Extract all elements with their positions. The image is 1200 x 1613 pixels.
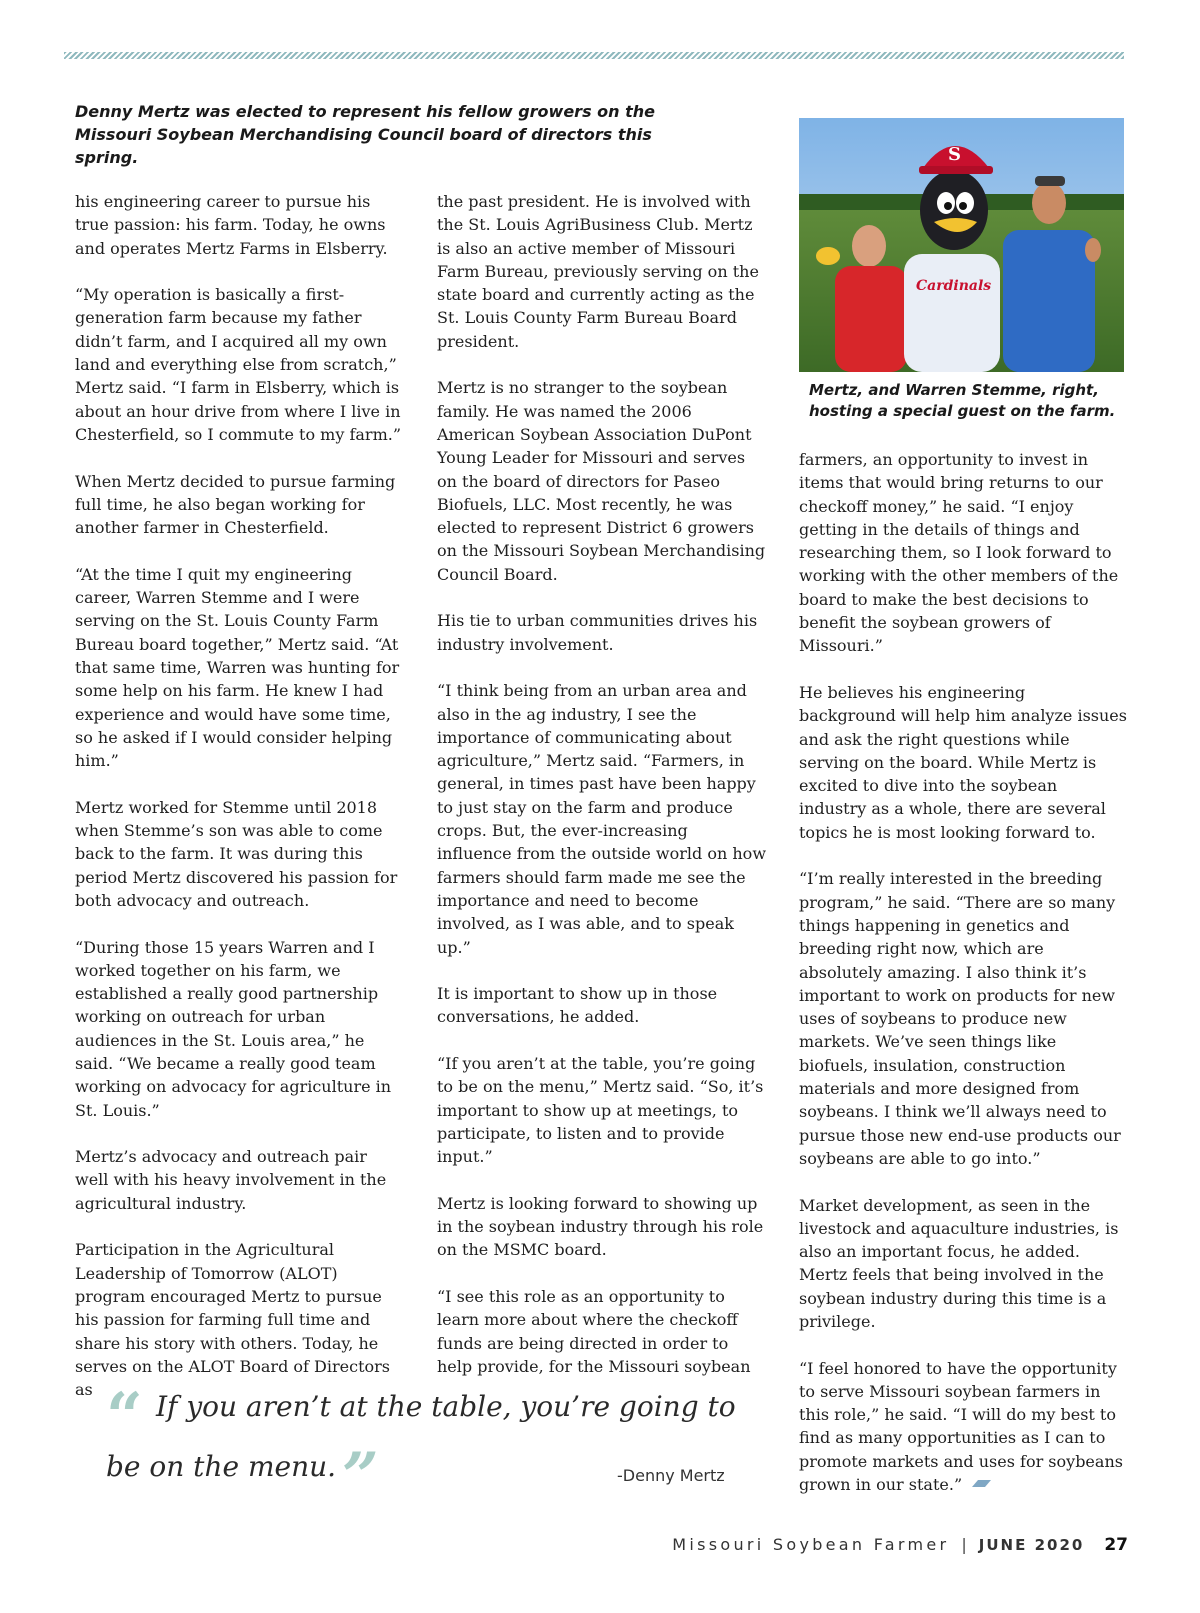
footer-separator: | <box>961 1535 967 1554</box>
article-column-2 <box>437 190 767 1401</box>
paragraph: “At the time I quit my engineering career, Warren Stemme and I were serving on the St. Louis County Farm Bureau board together,” Mertz said. “At that same time, Warren was hunting for some help on his farm. He knew I had experience and would have some time, so he asked if I would consider helping him.” <box>75 564 400 771</box>
paragraph: his engineering career to pursue his true passion: his farm. Today, he owns and operates Mertz Farms in Elsberry. <box>75 192 388 258</box>
paragraph: “I’m really interested in the breeding program,” he said. “There are so many things happening in genetics and breeding right now, which are absolutely amazing. I also think it’s important to work on products for new uses of soybeans to produce new markets. We’ve seen things like biofuels, insulation, construction materials and more designed from soybeans. I think we’ll always need to pursue those new end-use products our soybeans are able to go into.” <box>799 869 1121 1168</box>
field-photo <box>799 118 1124 372</box>
paragraph: “My operation is basically a first-generation farm because my father didn’t farm, and I acquired all my own land and everything else from scratch,” Mertz said. “I farm in Elsberry, which is about an hour drive from where I live in Chesterfield, so I commute to my farm.” <box>75 285 401 444</box>
page-footer <box>672 1535 1128 1555</box>
pull-quote-attribution: -Denny Mertz <box>617 1466 725 1485</box>
paragraph: His tie to urban communities drives his industry involvement. <box>437 611 758 654</box>
closing-paragraph-text: “I feel honored to have the opportunity to serve Missouri soybean farmers in this role,” he said. “I will do my best to find as many opportunities as I can to promote markets and uses for soybeans grown in our state.” <box>799 1358 1123 1495</box>
paragraph: Market development, as seen in the livestock and aquaculture industries, is also an important focus, he added. Mertz feels that being involved in the soybean industry during this time is a privilege. <box>799 1195 1119 1331</box>
paragraph: the past president. He is involved with the St. Louis AgriBusiness Club. Mertz is also an active member of Missouri Farm Bureau, previously serving on the state board and currently acting as the St. Louis County Farm Bureau Board president. <box>437 192 759 351</box>
paragraph: “During those 15 years Warren and I worked together on his farm, we established a really good partnership working on outreach for urban audiences in the St. Louis area,” he said. “We became a really good team working on advocacy for agriculture in St. Louis.” <box>75 937 392 1120</box>
issue-date: JUNE 2020 <box>978 1536 1085 1554</box>
end-of-article-icon <box>970 1479 992 1488</box>
paragraph: When Mertz decided to pursue farming full time, he also began working for another farmer in Chesterfield. <box>75 471 396 538</box>
paragraph: Mertz’s advocacy and outreach pair well with his heavy involvement in the agricultural industry. <box>75 1147 387 1213</box>
photo-caption-top: Denny Mertz was elected to represent his fellow growers on the Missouri Soybean Merchandising Council board of directors this spring. <box>75 102 655 167</box>
page-number: 27 <box>1104 1535 1128 1555</box>
photo-caption: Mertz, and Warren Stemme, right, hosting a special guest on the farm. <box>809 381 1116 420</box>
paragraph: “If you aren’t at the table, you’re going to be on the menu,” Mertz said. “So, it’s important to show up at meetings, to participate, to listen and to provide input.” <box>437 1053 764 1167</box>
paragraph: farmers, an opportunity to invest in items that would bring returns to our checkoff money,” he said. “I enjoy getting in the details of things and researching them, so I look forward to working with the other members of the board to make the best decisions to benefit the soybean growers of Missouri.” <box>799 450 1119 656</box>
cap-letter: S <box>948 144 961 165</box>
paragraph: “I see this role as an opportunity to learn more about where the checkoff funds are being directed in order to help provide, for the Missouri soybean <box>437 1286 751 1376</box>
photo-illustration <box>799 118 1124 372</box>
paragraph: Mertz worked for Stemme until 2018 when Stemme’s son was able to come back to the farm. It was during this period Mertz discovered his passion for both advocacy and outreach. <box>75 797 398 910</box>
top-hatched-rule <box>64 52 1124 59</box>
magazine-name: Missouri Soybean Farmer <box>672 1535 950 1554</box>
paragraph: Participation in the Agricultural Leadership of Tomorrow (ALOT) program encouraged Mertz to pursue his passion for farming full time and share his story with others. Today, he serves on the ALOT Board of Directors as <box>75 1240 390 1400</box>
paragraph <box>799 1357 1127 1497</box>
paragraph: “I think being from an urban area and also in the ag industry, I see the importance of communicating about agriculture,” Mertz said. “Farmers, in general, in times past have been happy to just stay on the farm and produce crops. But, the ever-increasing influence from the outside world on how farmers should farm made me see the importance and need to become involved, as I was able, and to speak up.” <box>437 681 767 957</box>
pull-quote-text: If you aren’t at the table, you’re going to be on the menu. <box>106 1390 736 1483</box>
article-column-3 <box>799 448 1127 1496</box>
paragraph: It is important to show up in those conversations, he added. <box>437 984 718 1027</box>
close-quote-icon: ” <box>342 1439 379 1514</box>
open-quote-icon: “ <box>106 1379 143 1454</box>
paragraph: Mertz is no stranger to the soybean family. He was named the 2006 American Soybean Association DuPont Young Leader for Missouri and serves on the board of directors for Paseo Biofuels, LLC. Most recently, he was elected to represent District 6 growers on the Missouri Soybean Merchandising Council Board. <box>437 378 766 584</box>
paragraph: He believes his engineering background will help him analyze issues and ask the right questions while serving on the board. While Mertz is excited to dive into the soybean industry as a whole, there are several topics he is most looking forward to. <box>799 682 1127 842</box>
article-column-1 <box>75 190 405 1425</box>
paragraph: Mertz is looking forward to showing up in the soybean industry through his role on the MSMC board. <box>437 1193 764 1260</box>
jersey-lettering: Cardinals <box>916 278 992 294</box>
